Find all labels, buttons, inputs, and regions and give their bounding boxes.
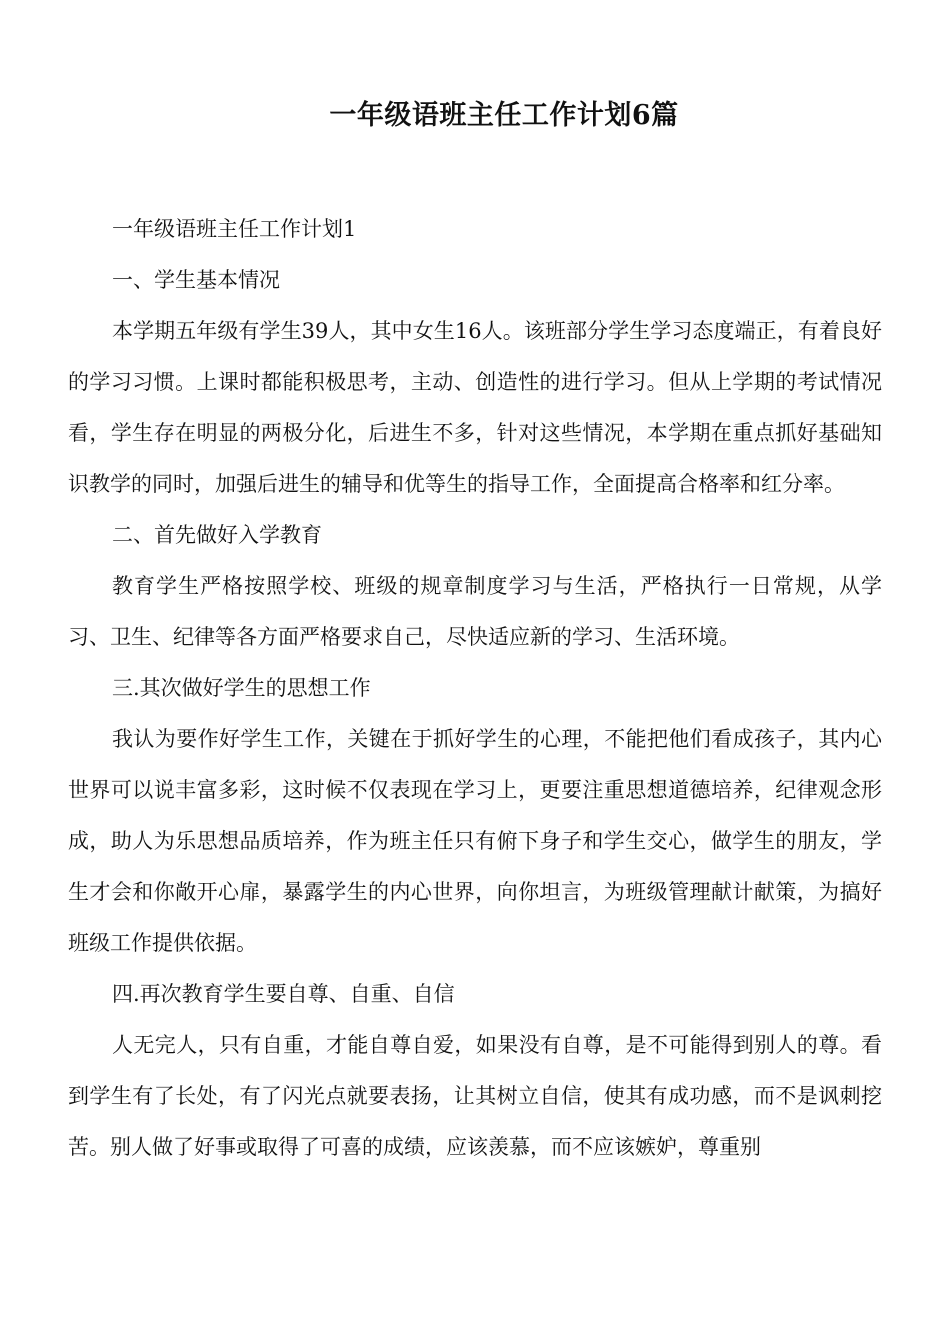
section-heading-student-info: 一、学生基本情况 xyxy=(112,268,280,292)
paragraph-ideological-work: 我认为要作好学生工作，关键在于抓好学生的心理，不能把他们看成孩子，其内心世界可以说丰富多彩，这时候不仅表现在学习上，更要注重思想道德培养，纪律观念形成，助人为乐思想品质培养，作为班主任只有俯下身子和学生交心，做学生的朋友，学生才会和你敞开心扉，暴露学生的内心世界，向你坦言，为班级管理献计献策，为搞好班级工作提供依据。 xyxy=(68,727,882,955)
section-heading-enrollment-education: 二、首先做好入学教育 xyxy=(112,523,322,547)
paragraph-student-info: 本学期五年级有学生39人，其中女生16人。该班部分学生学习态度端正，有着良好的学习习惯。上课时都能积极思考，主动、创造性的进行学习。但从上学期的考试情况看，学生存在明显的两极分化，后进生不多，针对这些情况，本学期在重点抓好基础知识教学的同时，加强后进生的辅导和优等生的指导工作，全面提高合格率和红分率。 xyxy=(68,319,882,496)
plan-heading: 一年级语班主任工作计划1 xyxy=(112,217,357,241)
section-heading-self-respect: 四.再次教育学生要自尊、自重、自信 xyxy=(112,982,455,1006)
document-title: 一年级语班主任工作计划6篇 xyxy=(329,100,679,131)
paragraph-self-respect: 人无完人，只有自重，才能自尊自爱，如果没有自尊，是不可能得到别人的尊。看到学生有了长处，有了闪光点就要表扬，让其树立自信，使其有成功感，而不是讽刺挖苦。别人做了好事或取得了可喜的成绩，应该羡慕，而不应该嫉妒，尊重别 xyxy=(68,1033,882,1159)
section-heading-ideological-work: 三.其次做好学生的思想工作 xyxy=(112,676,371,700)
paragraph-enrollment-education: 教育学生严格按照学校、班级的规章制度学习与生活，严格执行一日常规，从学习、卫生、纪律等各方面严格要求自己，尽快适应新的学习、生活环境。 xyxy=(68,574,882,649)
document-body xyxy=(68,204,882,1173)
